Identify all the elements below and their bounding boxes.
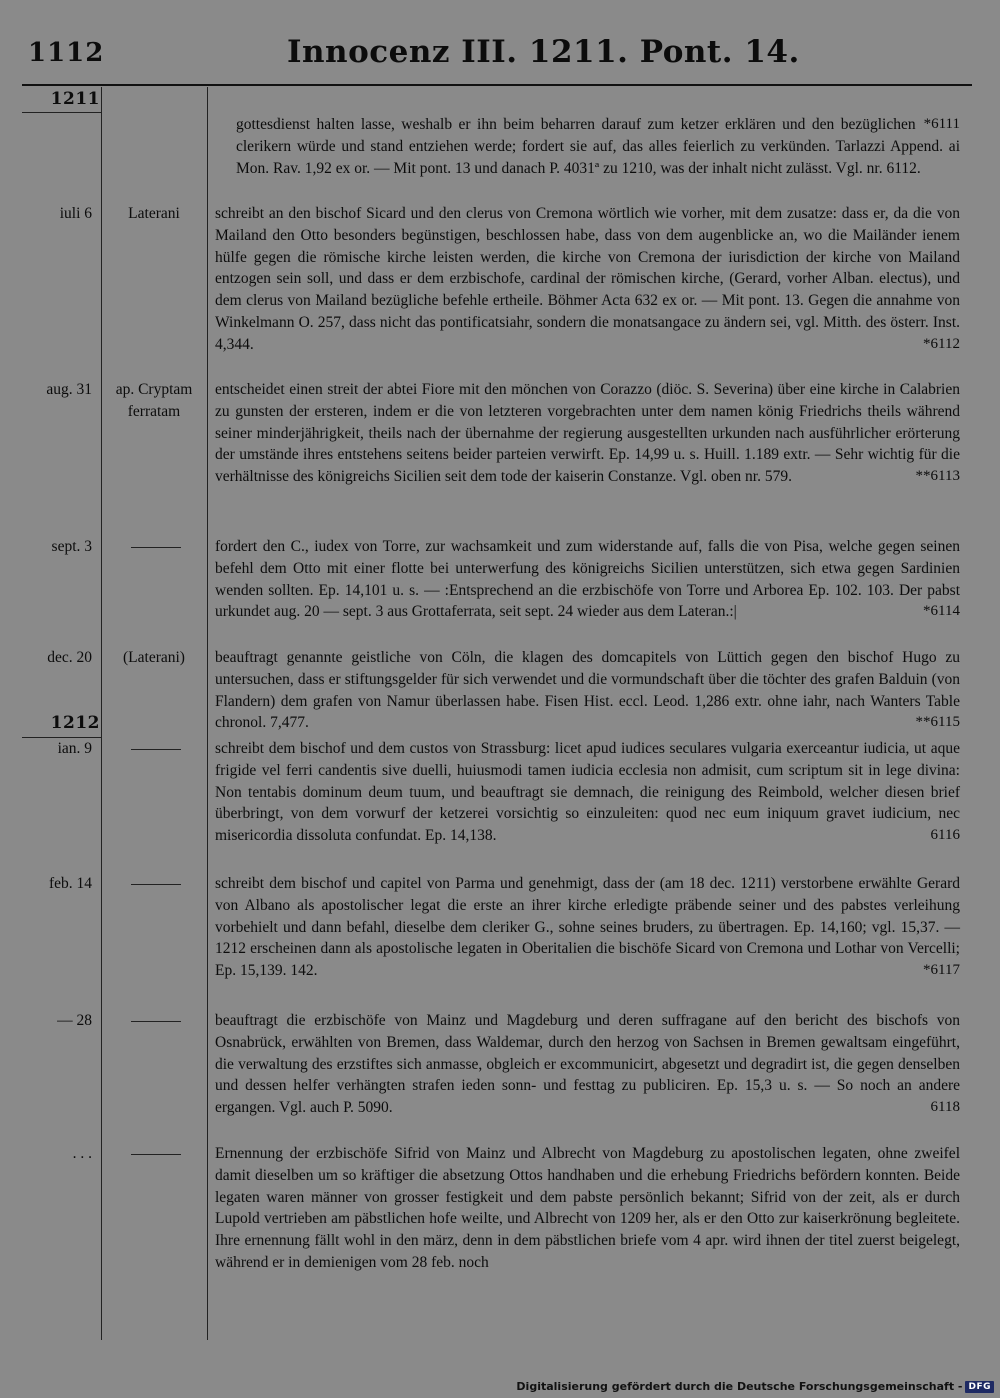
entry-text <box>215 379 960 488</box>
entry-body: beauftragt die erzbischöfe von Mainz und Magdeburg und deren suffragane auf den bericht des bischofs von Osnabrück, erwählten von Bremen, dass Waldemar, durch den herzog von Sachsen in Bremen gewaltsam eingeführt, die verwaltung des erzstiftes sich anmasse, obgleich er excommunicirt, abgesetzt und degradirt ist, die gegen denselben und dessen helfer verhängten strafen ieden sonn- und festtag zu publiciren. Ep. 15,3 u. s. — So noch an andere ergangen. Vgl. auch P. 5090. <box>215 1012 960 1117</box>
entry-body: schreibt dem bischof und capitel von Parma und genehmigt, dass der (am 18 dec. 1211) verstorbene erwählte Gerard von Albano als apostolischer legat die erste an ihrer kirche erledigte präbende seiner und des pabstes verleihung vorbehielt und dann befahl, dieselbe dem cleriker G., sohne seines bruders, zu übertragen. Ep. 14,160; vgl. 15,37. — 1212 erscheinen dann als apostolische legaten in Oberitalien die bischöfe Sicard von Cremona und Lothar von Vercelli; Ep. 15,139. 142. <box>215 875 960 980</box>
entry-date: — 28 <box>57 1012 92 1029</box>
entry-body: schreibt an den bischof Sicard und den clerus von Cremona wörtlich wie vorher, mit dem zusatze: dass er, da die von Mailand den Otto besonders begünstigen, beschlossen habe, dass von dem augenblicke an, wo die Mailänder ienem hülfe gegen die römische kirche leisten werden, die kirche von Cremona der iurisdiction der kirche von Mailand entzogen sein soll, und dass er dem erzbischofe, cardinal der römischen kirche, (Gerard, vorher Alban. electus), und dem clerus von Mailand bezügliche befehle ertheile. Böhmer Acta 632 ex or. — Mit pont. 13. Gegen die annahme von Winkelmann O. 257, dass nicht das pontificatsiahr, sondern die monatsangace zu ändern sei, vgl. Mitth. des österr. Inst. 4,344. <box>215 205 960 353</box>
entry-place: (Laterani) <box>123 649 185 666</box>
year-rule <box>22 112 101 113</box>
running-title: Innocenz III. 1211. Pont. 14. <box>287 34 800 70</box>
entry-date: dec. 20 <box>47 649 92 666</box>
entry-text <box>215 873 960 982</box>
entry-body: beauftragt genannte geistliche von Cöln, die klagen des domcapitels von Lüttich gegen den bischof Hugo zu untersuchen, dass er stiftungsgelder für sich verwendet und die vormundschaft über die töchter des grafen Balduin (von Flandern) dem grafen von Namur überlassen habe. Fisen Hist. eccl. Leod. 1,286 extr. ohne iahr, nach Wanters Table chronol. 7,477. <box>215 649 960 732</box>
entry-text <box>215 647 960 734</box>
place-dash <box>131 749 181 750</box>
entry-date: ian. 9 <box>57 740 92 757</box>
year-marker-1211: 1211 <box>50 89 100 109</box>
page-header <box>22 30 972 74</box>
regest-number: *6117 <box>923 962 960 979</box>
regest-number: *6111 <box>923 116 960 132</box>
entry-date: iuli 6 <box>59 205 92 222</box>
regest-number: **6115 <box>915 714 960 731</box>
year-marker-1212: 1212 <box>50 713 100 733</box>
column-divider-date <box>101 87 102 1340</box>
regest-number: 6118 <box>930 1099 960 1116</box>
column-divider-place <box>207 87 208 1340</box>
entry-text <box>215 738 960 847</box>
entry-body: entscheidet einen streit der abtei Fiore mit den mönchen von Corazzo (diöc. S. Severina) über eine kirche in Calabrien zu gunsten der ersteren, indem er die von letzteren vorgebrachten unter dem namen könig Friedrichs theils während seiner minderjährigkeit, theils nach der übernahme der regierung ausgestellten urkunden nach ausführlicher erörterung der umstände ihres entstehens seitens beider parteien verwirft. Ep. 14,99 u. s. Huill. 1.189 extr. — Sehr wichtig für die verhältnisse des königreichs Sicilien seit dem tode der kaiserin Constanze. Vgl. oben nr. 579. <box>215 381 960 486</box>
entry-text <box>236 114 960 179</box>
place-dash <box>131 547 181 548</box>
entry-body: gottesdienst halten lasse, weshalb er ihn beim beharren darauf zum ketzer erklären und den bezüglichen clerikern würde und stand entziehen werde; fordert sie auf, das alles feierlich zu verkünden. Tarlazzi Append. ai Mon. Rav. 1,92 ex or. — Mit pont. 13 und danach P. 4031ª zu 1210, was der inhalt nicht zulässt. Vgl. nr. 6112. <box>236 116 960 177</box>
regest-number: *6112 <box>923 335 960 352</box>
entry-place: ap. Cryptam ferratam <box>115 381 193 420</box>
entry-text <box>215 1143 960 1274</box>
dfg-logo: DFG <box>965 1381 994 1393</box>
regest-number: 6116 <box>930 827 960 844</box>
entry-text <box>215 1010 960 1119</box>
entry-body: schreibt dem bischof und dem custos von Strassburg: licet apud iudices seculares vulgaria exerceantur iudicia, ut aque frigide vel ferri candentis sive duelli, huiusmodi tamen iudicia ecclesia non admisit, cum scriptum sit in lege divina: Non tentabis dominum deum tuum, und beauftragt sie demnach, die reinigung des Reimbold, welcher diesen brief überbringt, von dem vorwurf der ketzerei vorsichtig so einzuleiten: quod nec eum iniquum gravet iudicium, nec misericordia dissoluta confundat. Ep. 14,138. <box>215 740 960 845</box>
entry-text <box>215 203 960 356</box>
page-number: 1112 <box>28 38 105 68</box>
header-rule <box>22 84 972 86</box>
place-dash <box>131 1154 181 1155</box>
entry-body: Ernennung der erzbischöfe Sifrid von Mainz und Albrecht von Magdeburg zu apostolischen legaten, ohne zweifel damit dieselben um so kräftiger die absetzung Ottos handhaben und die erhebung Friedrichs befördern konnten. Beide legaten waren männer von grosser festigkeit und dem pabste persönlich bekannt; Sifrid von der zeit, als er durch Lupold vertrieben am päbstlichen hofe weilte, und Albrecht von 1209 her, als er den Otto zur kaiserkrönung begleitete. Ihre ernennung fällt wohl in den märz, denn in dem päbstlichen briefe vom 4 apr. wird ihnen der titel zuerst beigelegt, während er in demienigen vom 28 feb. noch <box>215 1145 960 1271</box>
footer <box>516 1380 994 1393</box>
entry-date: . . . <box>72 1145 92 1162</box>
entry-date: sept. 3 <box>51 538 92 555</box>
entry-body: fordert den C., iudex von Torre, zur wachsamkeit und zum widerstande auf, falls die von Pisa, welche gegen seinen befehl dem Otto mit einer flotte bei unterwerfung des königreichs Sicilien unterstützen, sich etwa gegen Sardinien wenden sollten. Ep. 14,101 u. s. — :Entsprechend an die erzbischöfe von Torre und Arborea Ep. 102. 103. Der pabst urkundet aug. 20 — sept. 3 aus Grottaferrata, seit sept. 24 wieder aus dem Lateran.:| <box>215 538 960 621</box>
place-dash <box>131 1021 181 1022</box>
regest-number: **6113 <box>915 468 960 485</box>
entry-date: aug. 31 <box>46 381 92 398</box>
entry-text <box>215 536 960 623</box>
entry-place: Laterani <box>128 205 180 222</box>
regest-number: *6114 <box>923 603 960 620</box>
entry-date: feb. 14 <box>48 875 92 892</box>
footer-credit: Digitalisierung gefördert durch die Deutsche Forschungsgemeinschaft - <box>516 1380 963 1393</box>
place-dash <box>131 884 181 885</box>
